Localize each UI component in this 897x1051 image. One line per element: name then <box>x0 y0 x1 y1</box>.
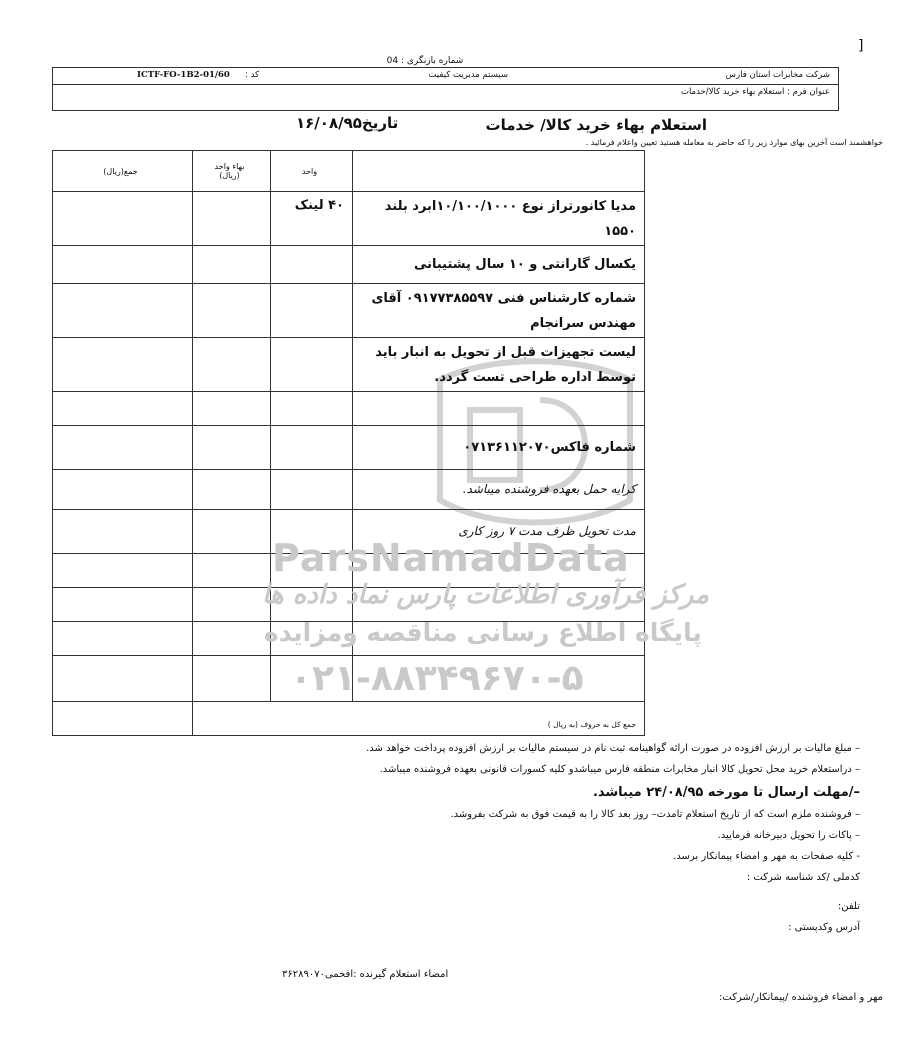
table-row <box>53 192 645 246</box>
item-total <box>53 622 193 656</box>
table-row <box>53 338 645 392</box>
watermark-brand: ParsNamadData <box>272 536 630 580</box>
note-line: تلفن: <box>837 901 860 912</box>
item-unit-price <box>193 510 271 554</box>
item-total <box>53 554 193 588</box>
table-row <box>53 246 645 284</box>
notes-list <box>260 743 860 943</box>
total-in-words-label: جمع کل به حروف (به ریال ) <box>193 702 645 736</box>
item-unit <box>271 284 353 338</box>
item-total <box>53 392 193 426</box>
note-line: - کلیه صفحات به مهر و امضاء پیمانکار برسد. <box>673 851 860 862</box>
header-unit-price: بهاء واحد (ریال) <box>193 151 271 192</box>
item-total <box>53 284 193 338</box>
item-unit-price <box>193 392 271 426</box>
item-description <box>353 656 645 702</box>
item-unit <box>271 246 353 284</box>
table-row <box>53 554 645 588</box>
item-description: شماره فاکس۰۷۱۳۶۱۱۲۰۷۰ <box>353 426 645 470</box>
note-line: – فروشنده ملزم است که از تاریخ استعلام تامدت– روز بعد کالا را به قیمت فوق به شرکت بفروشد. <box>450 809 860 820</box>
item-unit <box>271 554 353 588</box>
item-description: کرایه حمل بعهده فروشنده میباشد. <box>353 470 645 510</box>
intro-text: خواهشمند است آخرین بهای موارد زیر را که حاضر به معامله هستید تعیین واعلام فرمائید . <box>585 138 883 147</box>
item-unit-price <box>193 588 271 622</box>
item-unit-price <box>193 192 271 246</box>
item-description: یکسال گارانتی و ۱۰ سال پشتیبانی <box>353 246 645 284</box>
note-line: – مبلغ مالیات بر ارزش افزوده در صورت ارائه گواهینامه ثبت نام در سیستم مالیات بر ارزش افزوده پرداخت خواهد شد. <box>366 743 860 754</box>
note-line: – پاکات را تحویل دبیرخانه فرمایید. <box>717 830 860 841</box>
header-total: جمع(ریال) <box>53 151 193 192</box>
item-unit: ۴۰ لینک <box>271 192 353 246</box>
item-unit <box>271 622 353 656</box>
item-unit <box>271 338 353 392</box>
form-header-row2 <box>53 85 838 99</box>
table-row <box>53 510 645 554</box>
form-code: ICTF-FO-1B2-01/60 <box>137 70 230 80</box>
table-row <box>53 622 645 656</box>
item-unit-price <box>193 426 271 470</box>
item-description <box>353 588 645 622</box>
header-description <box>353 151 645 192</box>
item-total <box>53 510 193 554</box>
item-total <box>53 338 193 392</box>
item-unit-price <box>193 554 271 588</box>
note-line: آدرس وکدپستی : <box>788 922 860 933</box>
table-row <box>53 656 645 702</box>
item-total <box>53 426 193 470</box>
form-header <box>52 67 839 111</box>
form-title: عنوان فرم : استعلام بهاء خرید کالا/خدمات <box>680 87 830 97</box>
item-description <box>353 622 645 656</box>
item-unit-price <box>193 622 271 656</box>
item-unit <box>271 588 353 622</box>
item-unit-price <box>193 338 271 392</box>
item-description: شماره کارشناس فنی ۰۹۱۷۷۳۸۵۵۹۷ آقای مهندس سرانجام <box>353 284 645 338</box>
revision-number: شماره بازنگری : 04 <box>386 56 464 66</box>
page-corner-bracket: ] <box>858 38 864 54</box>
table-row <box>53 284 645 338</box>
item-unit-price <box>193 246 271 284</box>
item-total <box>53 246 193 284</box>
item-unit <box>271 392 353 426</box>
watermark-phone: ۰۲۱-۸۸۳۴۹۶۷۰-۵ <box>290 658 584 699</box>
table-row <box>53 588 645 622</box>
item-unit-price <box>193 656 271 702</box>
item-unit <box>271 470 353 510</box>
item-total <box>53 588 193 622</box>
item-total <box>53 656 193 702</box>
code-label: کد : <box>245 70 260 80</box>
note-line <box>260 893 860 901</box>
item-unit <box>271 656 353 702</box>
watermark-line1: مرکز فرآوری اطلاعات پارس نماد داده ها <box>262 580 709 610</box>
table-row <box>53 470 645 510</box>
item-description: لیست تجهیزات قبل از تحویل به انبار باید توسط اداره طراحی تست گردد. <box>353 338 645 392</box>
item-total <box>53 470 193 510</box>
receiver-signature: امضاء استعلام گیرنده :افخمی۳۶۲۸۹۰۷۰ <box>282 969 449 980</box>
item-description: مدیا کانورتراز نوع ۱۰/۱۰۰/۱۰۰۰ابرد بلند ۱۵۵۰ <box>353 192 645 246</box>
item-unit-price <box>193 470 271 510</box>
item-unit <box>271 426 353 470</box>
document-title: استعلام بهاء خرید کالا/ خدمات <box>485 116 707 134</box>
document-date: تاریخ۱۶/۰۸/۹۵ <box>296 114 399 132</box>
table-row <box>53 426 645 470</box>
form-header-row1 <box>53 68 838 85</box>
header-unit: واحد <box>271 151 353 192</box>
vendor-signature: مهر و امضاء فروشنده /پیمانکار/شرکت: <box>719 992 883 1003</box>
table-header-row <box>53 151 645 192</box>
item-unit-price <box>193 284 271 338</box>
item-description <box>353 554 645 588</box>
table-total-row <box>53 702 645 736</box>
item-description <box>353 392 645 426</box>
items-table <box>52 150 645 736</box>
note-line: – دراستعلام خرید محل تحویل کالا انبار مخابرات منطقه فارس میباشدو کلیه کسورات قانونی بعهده فروشنده میباشد. <box>379 764 860 775</box>
watermark-line2: پایگاه اطلاع رسانی مناقصه ومزایده <box>264 618 702 647</box>
note-line: –/مهلت ارسال تا مورخه ۲۴/۰۸/۹۵ میباشد. <box>592 785 860 800</box>
item-description: مدت تحویل ظرف مدت ۷ روز کاری <box>353 510 645 554</box>
item-unit <box>271 510 353 554</box>
note-line: کدملی /کد شناسه شرکت : <box>746 872 860 883</box>
item-total <box>53 192 193 246</box>
table-row <box>53 392 645 426</box>
quality-system: سیستم مدیریت کیفیت <box>428 70 508 80</box>
grand-total-cell <box>53 702 193 736</box>
company-name: شرکت مخابرات استان فارس <box>725 70 830 80</box>
